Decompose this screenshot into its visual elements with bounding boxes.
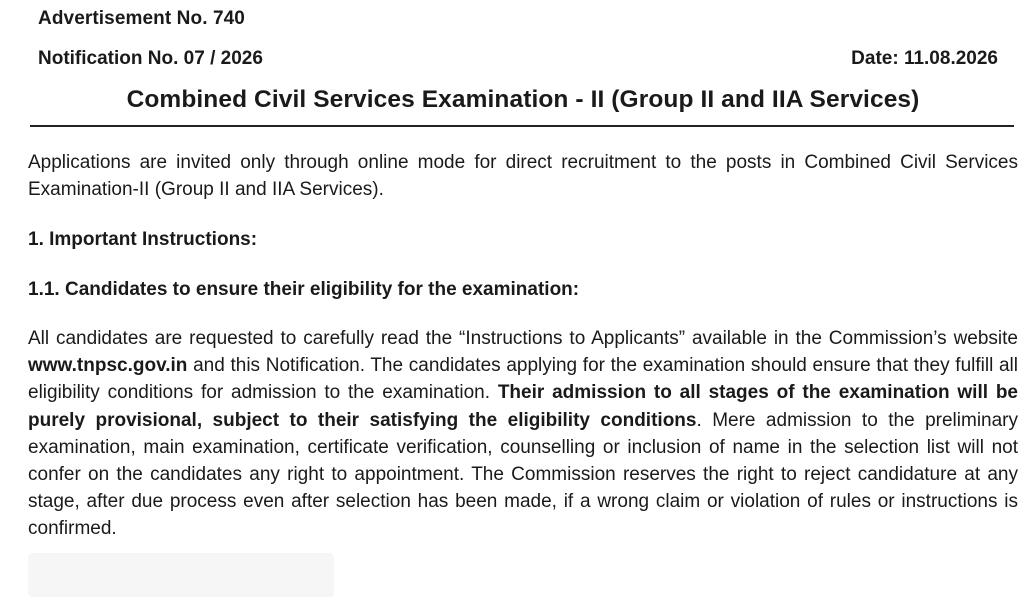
subsection-heading-eligibility: 1.1. Candidates to ensure their eligibility for the examination: [28, 279, 580, 300]
eligibility-text-part3: . Mere admission to the preliminary examination, main examination, certificate verification, counselling or inclusion of name in the selection list will not confer on the candidates any right to appointment. The Commission reserves the right to reject candidature at any stage, after due process even after selection has been made, if a wrong claim or violation of rules or instructions is confirmed. [28, 409, 1018, 540]
title-divider [30, 125, 1014, 127]
intro-paragraph: Applications are invited only through online mode for direct recruitment to the posts in Combined Civil Services Examination-II (Group II and IIA Services). [28, 152, 1018, 200]
page-title: Combined Civil Services Examination - II (Group II and IIA Services) [126, 86, 920, 113]
notification-number: Notification No. 07 / 2026 [38, 48, 263, 69]
notification-row [38, 48, 998, 70]
eligibility-text-part1: All candidates are requested to carefully read the “Instructions to Applicants” available in the Commission’s website [28, 328, 1018, 349]
website-link[interactable]: www.tnpsc.gov.in [28, 355, 188, 377]
eligibility-text-part2: and this Notification. The candidates applying for the examination should ensure that they fulfill all eligibility conditions for admission to the examination. [28, 355, 1018, 404]
faded-area [28, 553, 334, 597]
advertisement-number: Advertisement No. 740 [38, 8, 245, 29]
provisional-admission-note: Their admission to all stages of the examination will be purely provisional, subject to their satisfying the eligibility conditions [28, 382, 1018, 431]
eligibility-paragraph [28, 325, 1018, 543]
notification-date: Date: 11.08.2026 [851, 48, 998, 69]
section-heading-important-instructions: 1. Important Instructions: [28, 229, 258, 250]
